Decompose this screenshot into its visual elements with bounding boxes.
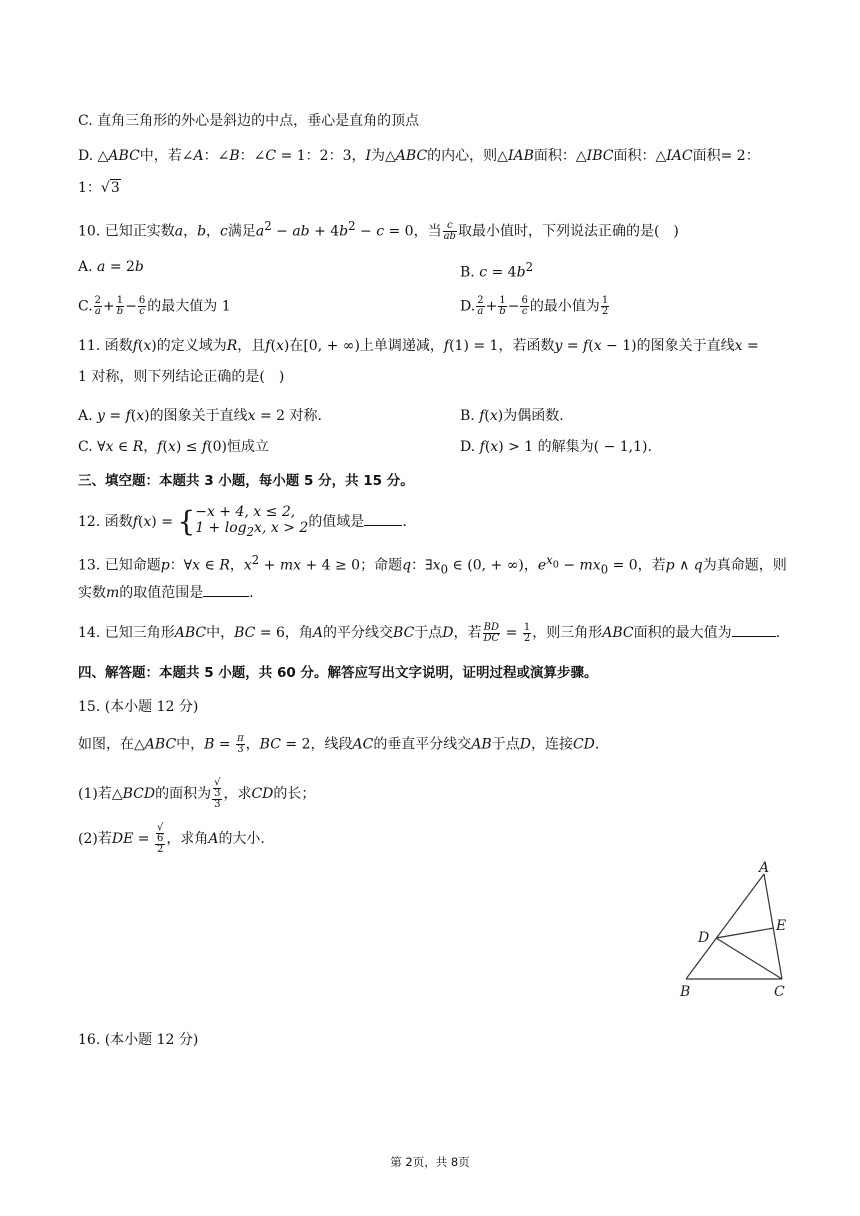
q15-title: 15. (本小题 12 分) [78,699,199,715]
q9-option-d-cont: 1：√3 [78,180,120,196]
q15-part-2: (2)若DE = √ 6 2 ，求角A的大小. [78,822,265,855]
q15-stem: 如图，在△ABC中，B = $\frac{\pi}{3}$ ，BC = 2，线段AC的垂直平分线交AB于点D，连接CD. [78,733,600,755]
q11-options-ab: A. y = f(x)的图象关于直线x = 2 对称. B. f(x)为偶函数. [78,408,564,424]
label-a: A [759,860,770,876]
triangle-lines [686,874,782,979]
page-footer: 第 2页，共 8页 [390,1155,470,1169]
label-b: B [680,984,691,1000]
answer-blank [364,511,402,526]
answer-blank [732,622,776,637]
q15-part-1: (1)若△BCD的面积为 √ 3 3 ，求CD的长； [78,777,316,810]
q11-stem-cont: 1 对称，则下列结论正确的是( ) [78,369,285,385]
q9-option-d: D. △ABC中，若∠A：∠B：∠C = 1：2：3，I为△ABC的内心，则△IAB面积：△IBC面积：△IAC面积= 2： [78,148,760,164]
q10-options-cd: C. $\frac{2}{a}$ + $\frac{1}{b}$ − $\frac{6}{c}$ 的最大值为 1 D. $\frac{2}{a}$ + $\frac{1}{b}$ − $\frac{6}{c}$ 的最小值为 $\frac{1}{2}$ [78,295,609,317]
q10-stem: 10. 已知正实数a，b，c满足$a^2$ − ab + $4b^2 - c = 0$，当 $\frac{c}{ab}$ 取最小值时，下列说法正确的是( ) [78,219,679,243]
q9-option-c: C. 直角三角形的外心是斜边的中点，垂心是直角的顶点 [78,113,420,129]
section-3-heading: 三、填空题：本题共 3 小题，每小题 5 分，共 15 分。 [78,473,414,489]
section-4-heading: 四、解答题：本题共 5 小题，共 60 分。解答应写出文字说明，证明过程或演算步骤。 [78,665,598,681]
q11-options-cd: C. ∀x ∈ R，f(x) ≤ f(0)恒成立 D. f(x) > 1 的解集为( − 1,1). [78,439,652,455]
q12: 12. 函数f(x) = { −x + 4, x ≤ 2, $1 + \log_2x$, x > 2 的值域是 . [78,504,407,539]
triangle-figure [676,856,796,1002]
answer-blank [203,582,249,597]
label-d: D [698,930,710,946]
label-c: C [774,984,785,1000]
q10-options-ab: A. a = 2b B. $c = 4b^2$ [78,259,533,281]
q13-stem-cont: 实数m的取值范围是 . [78,582,254,603]
q11-stem: 11. 函数f(x)的定义域为R，且f(x)在[0, + ∞)上单调递减，f(1) = 1，若函数y = f(x − 1)的图象关于直线x = [78,338,759,354]
q13-stem: 13. 已知命题p：∀x ∈ R，$x^2$ + mx + 4 ≥ 0；命题q：$\exists x_0$ ∈ (0, + ∞)，$e^{x_0} - mx_0 = 0$，若p ∧ q为真命题，则 [78,553,787,577]
label-e: E [776,918,787,934]
q14-stem: 14. 已知三角形ABC中，BC = 6，角A的平分线交BC于点D，若 $\frac{BD}{DC}$ = $\frac{1}{2}$ ，则三角形ABC面积的最大值为 . [78,621,781,644]
q16-title: 16. (本小题 12 分) [78,1032,199,1048]
